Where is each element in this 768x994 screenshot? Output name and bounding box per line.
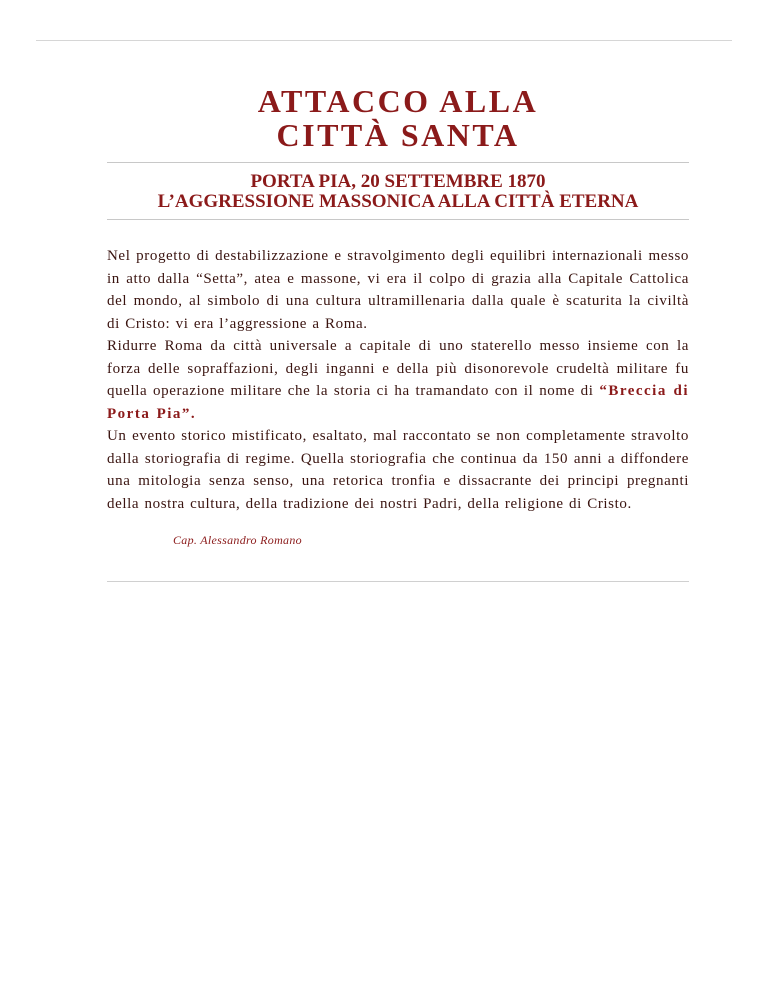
paragraph-2-text: Ridurre Roma da città universale a capitale di uno staterello messo insieme con la forza delle sopraffazioni, degli inganni e della più disonorevole crudeltà militare fu quella operazione militare che la storia ci ha tramandato con il nome di bbox=[107, 338, 689, 399]
subtitle-line-1: PORTA PIA, 20 SETTEMBRE 1870 bbox=[250, 171, 546, 192]
title-line-2: CITTÀ SANTA bbox=[276, 117, 520, 153]
paragraph-1: Nel progetto di destabilizzazione e stravolgimento degli equilibri internazionali messo in atto dalla “Setta”, atea e massone, vi era il colpo di grazia alla Capitale Cattolica del mondo, al simbolo di una cultura ultramillenaria dalla quale è scaturita la civiltà di Cristo: vi era l’aggressione a Roma. bbox=[107, 248, 689, 332]
paragraph-3: Un evento storico mistificato, esaltato, mal raccontato se non completamente stravolto dalla storiografia di regime. Quella storiografia che continua da 150 anni a diffondere una mitologia senza senso, una retorica tronfia e dissacrante dei principi pregnanti della nostra cultura, della tradizione dei nostri Padri, della religione di Cristo. bbox=[107, 428, 689, 512]
paragraph-2 bbox=[107, 335, 689, 425]
page-subtitle bbox=[107, 172, 689, 212]
article-body bbox=[107, 245, 689, 515]
bottom-divider bbox=[107, 581, 689, 582]
author-signature: Cap. Alessandro Romano bbox=[173, 533, 302, 547]
title-line-1: ATTACCO ALLA bbox=[257, 83, 539, 119]
title-divider bbox=[107, 162, 689, 163]
subtitle-divider bbox=[107, 219, 689, 220]
subtitle-line-2: L’AGGRESSIONE MASSONICA ALLA CITTÀ ETERNA bbox=[157, 191, 639, 212]
page-title bbox=[107, 84, 689, 152]
paragraph-2-emphasis: “Breccia di Porta Pia”. bbox=[107, 383, 690, 422]
top-divider bbox=[36, 40, 732, 41]
